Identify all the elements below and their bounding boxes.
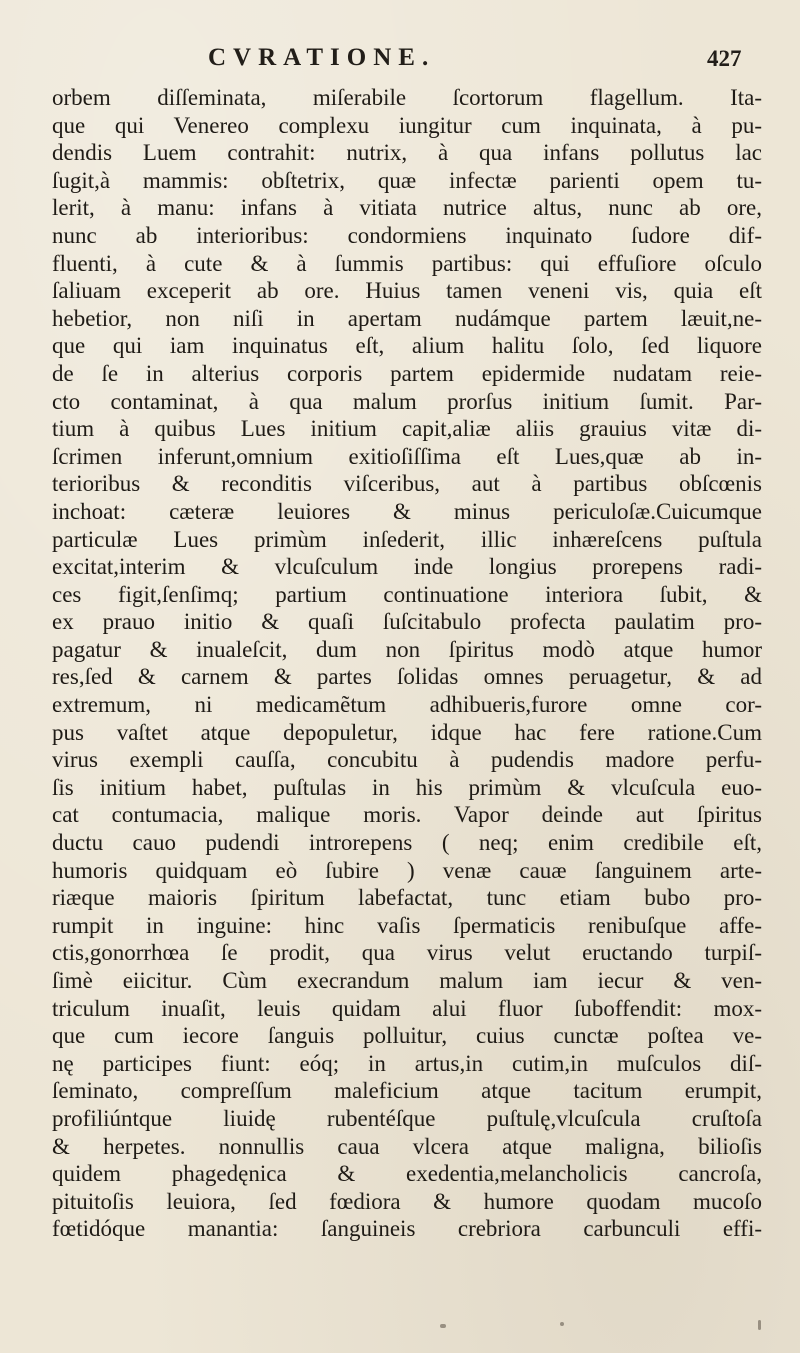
ink-speck [758, 1320, 761, 1330]
text-line: que qui Venereo complexu iungitur cum inquinata, à pu- [52, 112, 762, 138]
ink-speck [440, 1324, 446, 1328]
page-number: 427 [707, 46, 742, 71]
text-line: ctis,gonorrhœa ſe prodit, qua virus velut eructando turpiſ- [52, 940, 762, 966]
text-line: riæque maioris ſpiritum labefactat, tunc etiam bubo pro- [52, 885, 762, 911]
text-line: ſugit,à mammis: obſtetrix, quæ infectæ parienti opem tu- [52, 167, 762, 193]
text-line: rumpit in inguine: hinc vaſis ſpermaticis renibuſque affe- [52, 912, 762, 938]
text-line: virus exempli cauſſa, concubitu à pudendis madore perfu- [52, 747, 762, 773]
text-line: nunc ab interioribus: condormiens inquinato ſudore dif- [52, 222, 762, 248]
print-specks [440, 1318, 770, 1338]
text-line: ſis initium habet, puſtulas in his primùm & vlcuſcula euo- [52, 774, 762, 800]
text-line: terioribus & reconditis viſceribus, aut à partibus obſcœnis [52, 471, 762, 497]
text-line: fluenti, à cute & à ſummis partibus: qui effuſiore oſculo [52, 250, 762, 276]
text-line: extremum, ni medicamẽtum adhibueris,furore omne cor- [52, 692, 762, 718]
text-line: particulæ Lues primùm inſederit, illic inhæreſcens puſtula [52, 526, 762, 552]
text-line: de ſe in alterius corporis partem epidermide nudatam reie- [52, 360, 762, 386]
text-line: nę participes fiunt: eóq; in artus,in cutim,in muſculos diſ- [52, 1050, 762, 1076]
text-line: & herpetes. nonnullis caua vlcera atque maligna, bilioſis [52, 1133, 762, 1159]
text-line: dendis Luem contrahit: nutrix, à qua infans pollutus lac [52, 140, 762, 166]
text-line: que qui iam inquinatus eſt, alium halitu ſolo, ſed liquore [52, 333, 762, 359]
text-line: que cum iecore ſanguis polluitur, cuius cunctæ poſtea ve- [52, 1023, 762, 1049]
text-line: humoris quidquam eò ſubire ) venæ cauæ ſanguinem arte- [52, 857, 762, 883]
text-line: ſaliuam exceperit ab ore. Huius tamen veneni vis, quia eſt [52, 278, 762, 304]
running-title: CVRATIONE. [208, 44, 436, 71]
text-line: inchoat: cæteræ leuiores & minus periculoſæ.Cuicumque [52, 498, 762, 524]
text-line: pituitoſis leuiora, ſed fœdiora & humore quodam mucoſo [52, 1188, 762, 1214]
running-head [0, 44, 800, 80]
text-line: ſeminato, compreſſum maleficium atque tacitum erumpit, [52, 1078, 762, 1104]
text-line: profiliúntque liuidę rubentéſque puſtulę,vlcuſcula cruſtoſa [52, 1105, 762, 1131]
body-text [52, 84, 762, 1243]
text-line: hebetior, non niſi in apertam nudámque partem læuit,ne- [52, 305, 762, 331]
text-line: quidem phagedęnica & exedentia,melancholicis cancroſa, [52, 1161, 762, 1187]
text-line: cto contaminat, à qua malum prorſus initium ſumit. Par- [52, 388, 762, 414]
ink-speck [560, 1322, 564, 1326]
text-line: ces figit,ſenſimq; partium continuatione interiora ſubit, & [52, 581, 762, 607]
text-line: cat contumacia, malique moris. Vapor deinde aut ſpiritus [52, 802, 762, 828]
text-line: lerit, à manu: infans à vitiata nutrice altus, nunc ab ore, [52, 195, 762, 221]
text-line: fœtidóque manantia: ſanguineis crebriora carbunculi effi- [52, 1216, 762, 1242]
text-line: tium à quibus Lues initium capit,aliæ aliis grauius vitæ di- [52, 416, 762, 442]
text-line: pagatur & inualeſcit, dum non ſpiritus modò atque humor [52, 636, 762, 662]
text-line: ſcrimen inferunt,omnium exitioſiſſima eſt Lues,quæ ab in- [52, 443, 762, 469]
text-line: pus vaſtet atque depopuletur, idque hac fere ratione.Cum [52, 719, 762, 745]
text-line: res,ſed & carnem & partes ſolidas omnes peruagetur, & ad [52, 664, 762, 690]
text-line: ſimè eiicitur. Cùm execrandum malum iam iecur & ven- [52, 968, 762, 993]
text-line: triculum inuaſit, leuis quidam alui fluor ſuboffendit: mox- [52, 995, 762, 1021]
text-line: ex prauo initio & quaſi ſuſcitabulo profecta paulatim pro- [52, 609, 762, 635]
text-line: orbem diſſeminata, miſerabile ſcortorum flagellum. Ita- [52, 85, 762, 110]
text-line: excitat,interim & vlcuſculum inde longius prorepens radi- [52, 554, 762, 580]
text-line: ductu cauo pudendi introrepens ( neq; enim credibile eſt, [52, 830, 762, 856]
